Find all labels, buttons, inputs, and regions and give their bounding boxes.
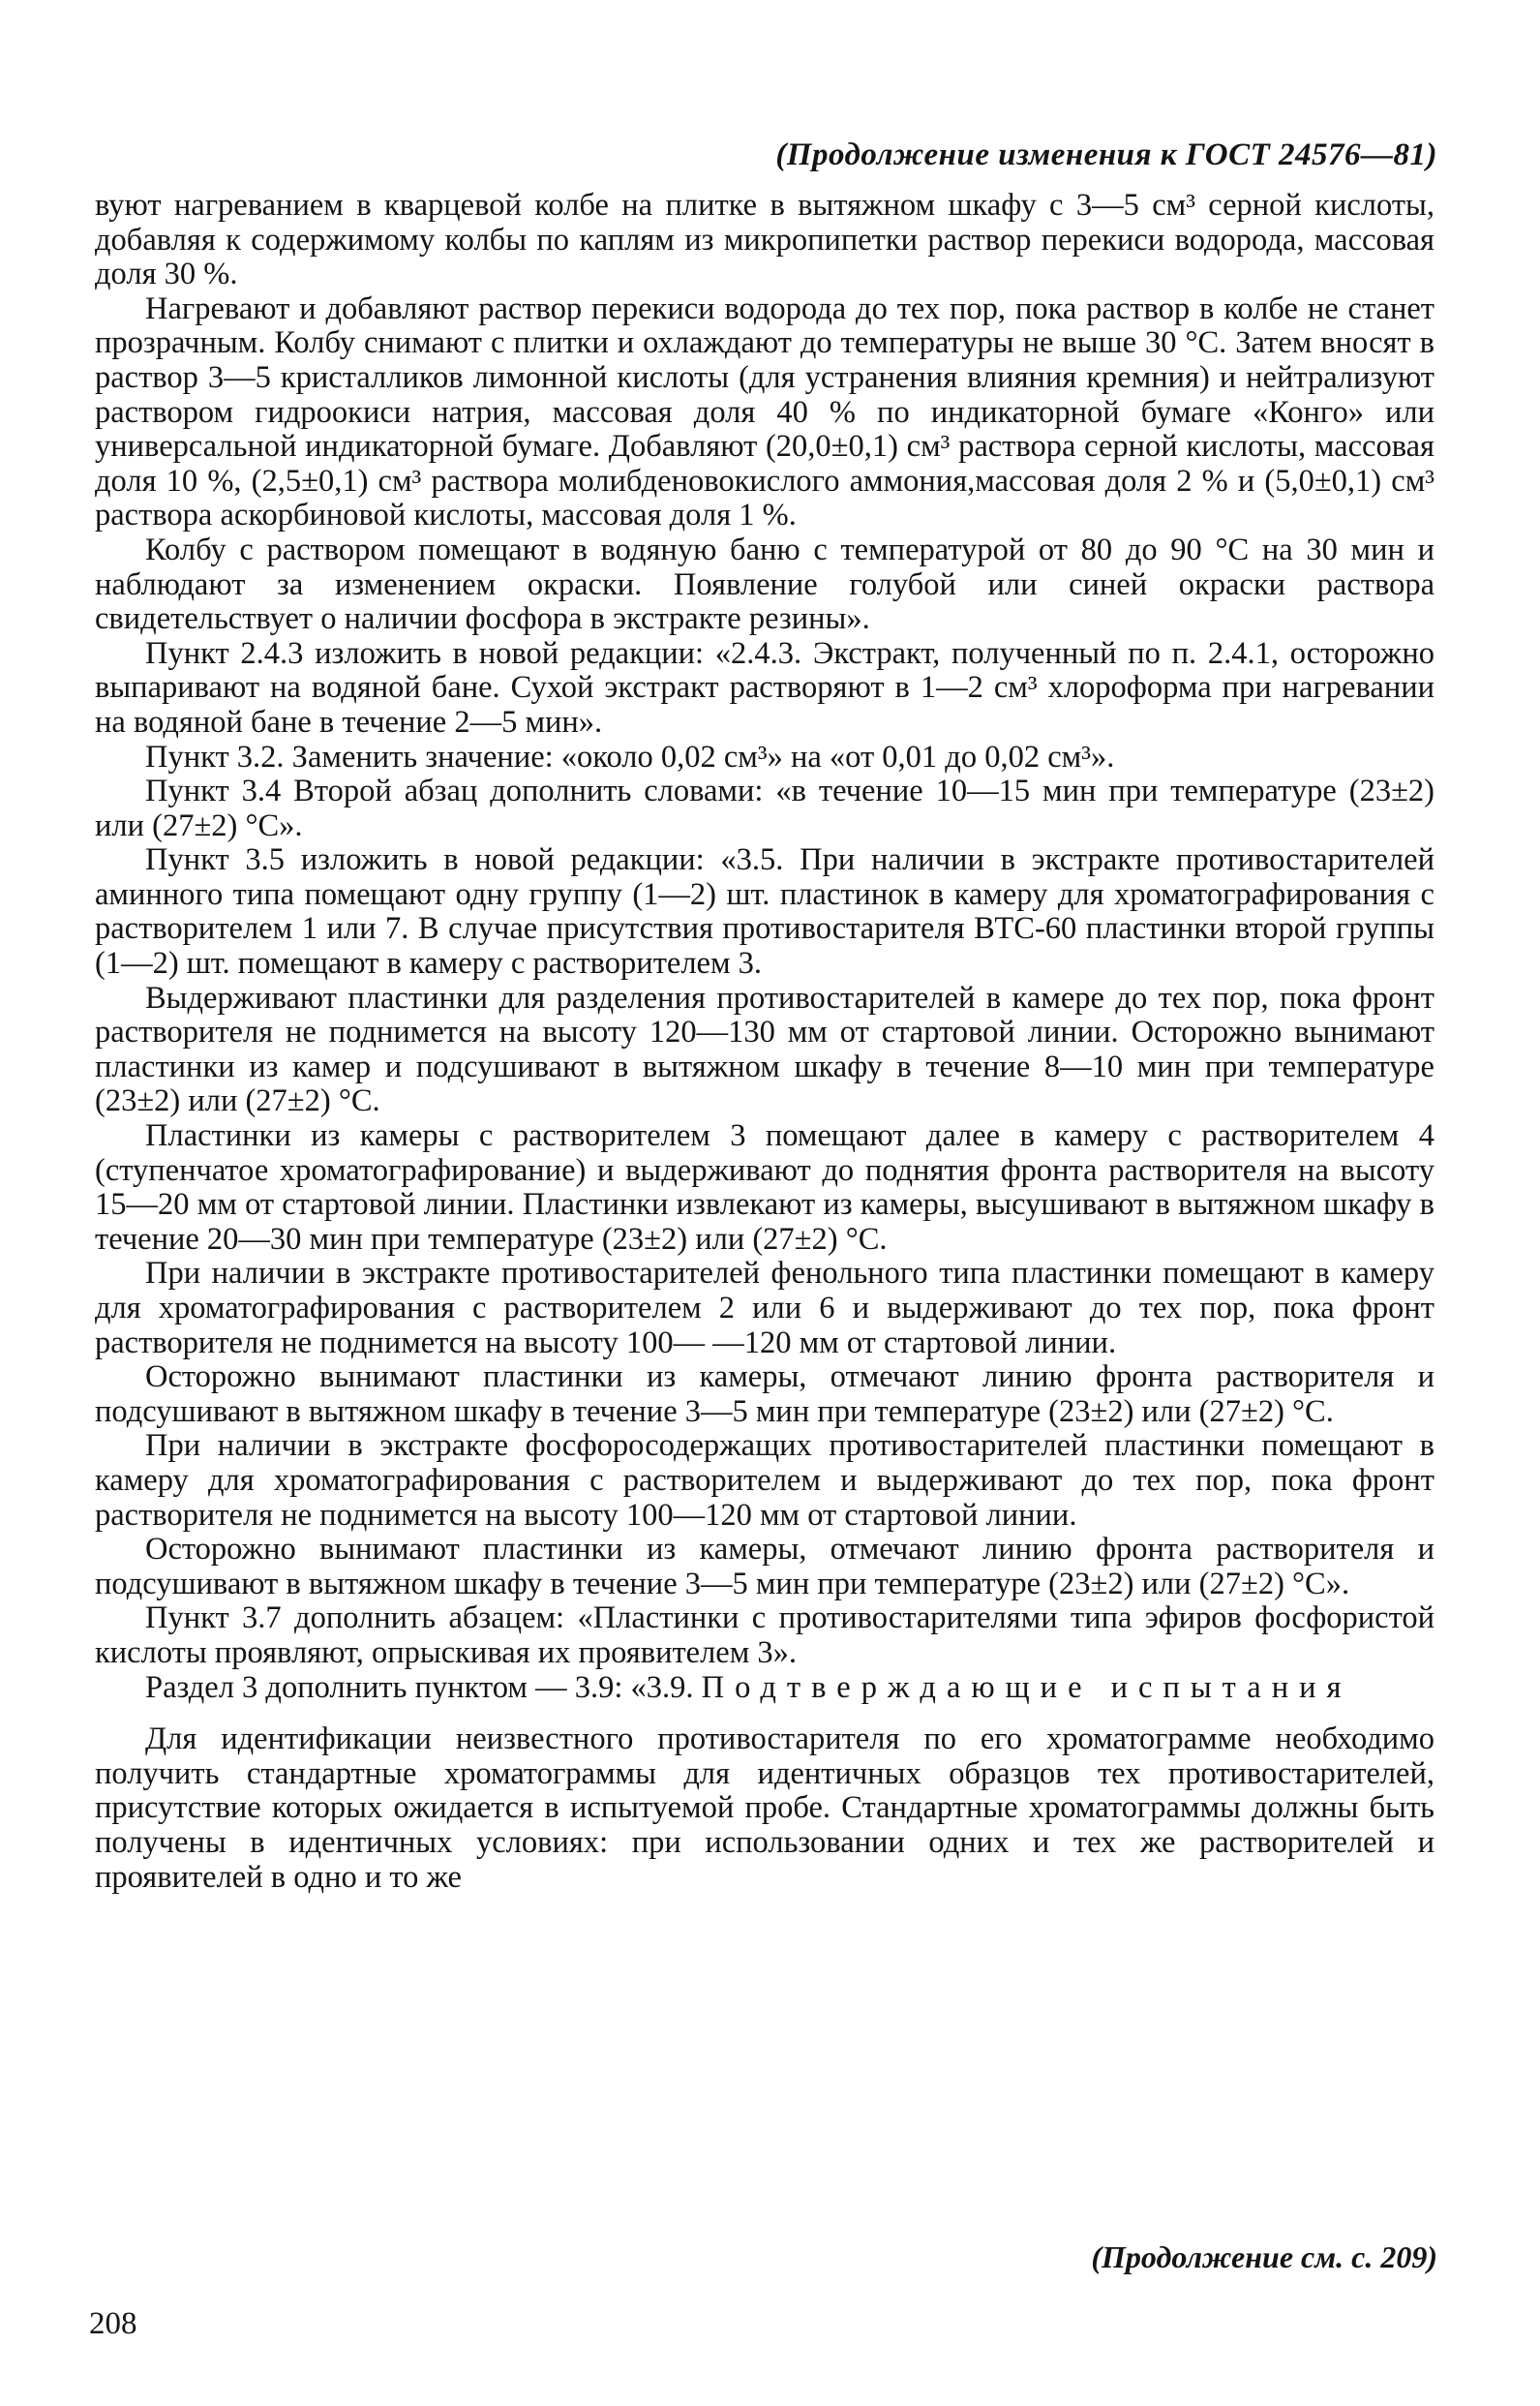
paragraph: Осторожно вынимают пластинки из камеры, отмечают линию фронта растворителя и подсушивают в вытяжном шкафу в течение 3—5 мин при температуре (23±2) или (27±2) °С». — [95, 1532, 1434, 1601]
section-addition — [95, 1671, 1434, 1706]
paragraph: Пункт 2.4.3 изложить в новой редакции: «2.4.3. Экстракт, полученный по п. 2.4.1, осторожно выпаривают на водяной бане. Сухой экстракт растворяют в 1—2 см³ хлороформа при нагревании на водяной бане в течение 2—5 мин». — [95, 635, 1434, 740]
paragraph: Нагревают и добавляют раствор перекиси водорода до тех пор, пока раствор в колбе не станет прозрачным. Колбу снимают с плитки и охлаждают до температуры не выше 30 °С. Затем вносят в раствор 3—5 кристалликов лимонной кислоты (для устранения влияния кремния) и нейтрализуют раствором гидроокиси натрия, массовая доля 40 % по индикаторной бумаге «Конго» или универсальной индикаторной бумаге. Добавляют (20,0±0,1) см³ раствора серной кислоты, массовая доля 10 %, (2,5±0,1) см³ раствора молибденовокислого аммония,массовая доля 2 % и (5,0±0,1) см³ раствора аскорбиновой кислоты, массовая доля 1 %. — [95, 290, 1434, 533]
paragraph: Осторожно вынимают пластинки из камеры, отмечают линию фронта растворителя и подсушивают в вытяжном шкафу в течение 3—5 мин при температуре (23±2) или (27±2) °С. — [95, 1359, 1434, 1429]
paragraph: вуют нагреванием в кварцевой колбе на плитке в вытяжном шкафу с 3—5 см³ серной кислоты, добавляя к содержимому колбы по каплям из микропипетки раствор перекиси водорода, массовая доля 30 %. — [95, 188, 1434, 292]
paragraph: Выдерживают пластинки для разделения противостарителей в камере до тех пор, пока фронт растворителя не поднимется на высоту 120—130 мм от стартовой линии. Осторожно вынимают пластинки из камер и подсушивают в вытяжном шкафу в течение 8—10 мин при температуре (23±2) или (27±2) °С. — [95, 980, 1434, 1119]
paragraph: Пункт 3.7 дополнить абзацем: «Пластинки с противостарителями типа эфиров фосфористой кислоты проявляют, опрыскивая их проявителем 3». — [95, 1600, 1434, 1670]
paragraph: Колбу с раствором помещают в водяную баню с температурой от 80 до 90 °С на 30 мин и наблюдают за изменением окраски. Появление голубой или синей окраски раствора свидетельствует о наличии фосфора в экстракте резины». — [95, 532, 1434, 637]
paragraph: При наличии в экстракте противостарителей фенольного типа пластинки помещают в камеру для хроматографирования с растворителем 2 или 6 и выдерживают до тех пор, пока фронт растворителя не поднимется на высоту 100— —120 мм от стартовой линии. — [95, 1256, 1434, 1360]
paragraph: Пункт 3.5 изложить в новой редакции: «3.5. При наличии в экстракте противостарителей аминного типа помещают одну группу (1—2) шт. пластинок в камеру для хроматографирования с растворителем 1 или 7. В случае присутствия противостарителя ВТС-60 пластинки второй группы (1—2) шт. помещают в камеру с растворителем 3. — [95, 842, 1434, 982]
running-header: (Продолжение изменения к ГОСТ 24576—81) — [775, 137, 1437, 172]
body-text — [95, 189, 1434, 1895]
paragraph: При наличии в экстракте фосфоросодержащих противостарителей пластинки помещают в камеру для хроматографирования с растворителем и выдерживают до тех пор, пока фронт растворителя не поднимется на высоту 100—120 мм от стартовой линии. — [95, 1428, 1434, 1533]
paragraph: Пункт 3.2. Заменить значение: «около 0,02 см³» на «от 0,01 до 0,02 см³». — [145, 739, 1115, 775]
section-addition-lead: Раздел 3 дополнить пунктом — 3.9: «3.9. — [145, 1669, 702, 1705]
paragraph: Пластинки из камеры с растворителем 3 помещают далее в камеру с растворителем 4 (ступенчатое хроматографирование) и выдерживают до поднятия фронта растворителя на высоту 15—20 мм от стартовой линии. Пластинки извлекают из камеры, высушивают в вытяжном шкафу в течение 20—30 мин при температуре (23±2) или (27±2) °С. — [95, 1118, 1434, 1257]
paragraph: Для идентификации неизвестного противостарителя по его хроматограмме необходимо получить стандартные хроматограммы для идентичных образцов тех противостарителей, присутствие которых ожидается в испытуемой пробе. Стандартные хроматограммы должны быть получены в идентичных условиях: при использовании одних и тех же растворителей и проявителей в одно и то же — [95, 1721, 1434, 1895]
continuation-note: (Продолжение см. с. 209) — [1091, 2239, 1437, 2274]
section-heading: Подтверждающие испытания — [701, 1669, 1352, 1705]
page-number: 208 — [89, 2306, 137, 2341]
paragraph: Пункт 3.4 Второй абзац дополнить словами: «в течение 10—15 мин при температуре (23±2) или (27±2) °С». — [95, 774, 1434, 843]
